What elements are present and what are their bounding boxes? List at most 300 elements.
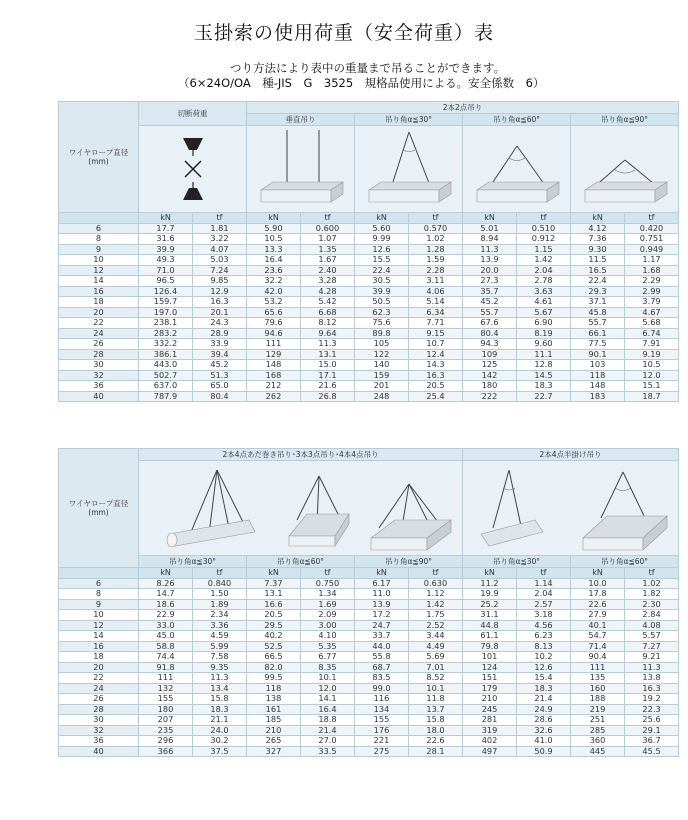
load-cell: 1.81 <box>193 223 247 234</box>
load-cell: 79.6 <box>247 318 301 329</box>
diameter-cell: 32 <box>59 725 139 736</box>
load-cell: 9.35 <box>193 662 247 673</box>
load-cell: 10.5 <box>247 234 301 245</box>
load-cell: 155 <box>355 715 409 726</box>
method-30: 吊り角α≦30° <box>355 114 463 126</box>
load-cell: 17.1 <box>301 370 355 381</box>
page-title: 玉掛索の使用荷重（安全荷重）表 <box>193 22 494 44</box>
load-cell: 66.1 <box>571 328 625 339</box>
breaking-load-header: 切断荷重 <box>139 102 247 126</box>
load-cell: 212 <box>247 381 301 392</box>
load-cell: 6.74 <box>625 328 679 339</box>
table-row <box>59 683 679 694</box>
load-cell: 9.60 <box>517 339 571 350</box>
load-cell: 49.3 <box>139 255 193 266</box>
group-header-multi: 2本4点あだ巻き吊り･3本3点吊り･4本4点吊り <box>139 449 463 461</box>
load-cell: 6.90 <box>517 318 571 329</box>
load-cell: 18.3 <box>193 704 247 715</box>
load-cell: 20.5 <box>247 610 301 621</box>
load-cell: 2.04 <box>517 589 571 600</box>
load-cell: 44.8 <box>463 620 517 631</box>
load-cell: 1.02 <box>409 234 463 245</box>
load-cell: 4.28 <box>301 286 355 297</box>
table-row <box>59 673 679 684</box>
load-cell: 6.68 <box>301 307 355 318</box>
load-cell: 45.8 <box>571 307 625 318</box>
load-cell: 3.00 <box>301 620 355 631</box>
load-cell: 90.1 <box>571 349 625 360</box>
load-cell: 50.9 <box>517 746 571 757</box>
diameter-cell: 12 <box>59 265 139 276</box>
table-row <box>59 286 679 297</box>
load-cell: 0.840 <box>193 578 247 589</box>
table-row <box>59 652 679 663</box>
load-cell: 51.3 <box>193 370 247 381</box>
load-cell: 3.28 <box>301 276 355 287</box>
diameter-cell: 26 <box>59 339 139 350</box>
load-cell: 55.7 <box>463 307 517 318</box>
load-cell: 45.2 <box>463 297 517 308</box>
load-cell: 105 <box>355 339 409 350</box>
load-cell: 275 <box>355 746 409 757</box>
row-header-diameter: ワイヤロープ直径(mm) <box>59 102 139 213</box>
unit-label: tf <box>625 213 679 224</box>
table-row <box>59 307 679 318</box>
diameter-cell: 6 <box>59 578 139 589</box>
load-cell: 39.9 <box>355 286 409 297</box>
load-cell: 402 <box>463 736 517 747</box>
unit-label: kN <box>139 213 193 224</box>
load-cell: 13.9 <box>463 255 517 266</box>
load-cell: 22.6 <box>571 599 625 610</box>
load-cell: 12.4 <box>409 349 463 360</box>
load-cell: 12.0 <box>625 370 679 381</box>
load-cell: 0.600 <box>301 223 355 234</box>
diameter-cell: 22 <box>59 673 139 684</box>
diameter-cell: 16 <box>59 286 139 297</box>
load-cell: 13.1 <box>247 589 301 600</box>
load-cell: 1.07 <box>301 234 355 245</box>
load-cell: 135 <box>571 673 625 684</box>
load-cell: 0.420 <box>625 223 679 234</box>
load-cell: 10.1 <box>301 673 355 684</box>
vertical-lift-diagram <box>247 126 355 213</box>
subtitle-line-1: つり方法により表中の重量まで吊ることができます。 <box>230 61 506 75</box>
load-cell: 21.4 <box>517 694 571 705</box>
load-cell: 1.42 <box>517 255 571 266</box>
unit-label: kN <box>355 213 409 224</box>
diameter-cell: 22 <box>59 318 139 329</box>
load-cell: 134 <box>355 704 409 715</box>
diameter-cell: 28 <box>59 349 139 360</box>
load-cell: 11.3 <box>625 662 679 673</box>
load-cell: 180 <box>139 704 193 715</box>
load-cell: 31.6 <box>139 234 193 245</box>
load-cell: 176 <box>355 725 409 736</box>
load-cell: 124 <box>463 662 517 673</box>
diameter-cell: 12 <box>59 620 139 631</box>
unit-label: tf <box>301 213 355 224</box>
load-cell: 5.99 <box>193 641 247 652</box>
load-cell: 80.4 <box>463 328 517 339</box>
load-cell: 103 <box>571 360 625 371</box>
unit-label: kN <box>139 568 193 579</box>
subtitle-line-2: （6×24O/OA 種-JIS G 3525 規格品使用による。安全係数 6） <box>178 76 545 90</box>
load-cell: 281 <box>463 715 517 726</box>
load-cell: 77.5 <box>571 339 625 350</box>
unit-label: kN <box>571 568 625 579</box>
table-row <box>59 736 679 747</box>
load-cell: 24.9 <box>517 704 571 715</box>
load-cell: 296 <box>139 736 193 747</box>
table-row <box>59 276 679 287</box>
table-row <box>59 599 679 610</box>
load-cell: 14.1 <box>301 694 355 705</box>
lift-angle-30-diagram <box>355 126 463 213</box>
load-cell: 1.50 <box>193 589 247 600</box>
diameter-cell: 40 <box>59 391 139 402</box>
load-cell: 16.3 <box>193 297 247 308</box>
load-cell: 24.0 <box>193 725 247 736</box>
load-cell: 1.15 <box>517 244 571 255</box>
load-cell: 28.9 <box>193 328 247 339</box>
load-cell: 50.5 <box>355 297 409 308</box>
unit-label: tf <box>409 568 463 579</box>
load-cell: 19.9 <box>463 589 517 600</box>
load-cell: 129 <box>247 349 301 360</box>
unit-label: kN <box>247 568 301 579</box>
t2-method-90: 吊り角α≦90° <box>355 555 463 567</box>
load-cell: 111 <box>571 662 625 673</box>
load-cell: 332.2 <box>139 339 193 350</box>
load-cell: 25.6 <box>625 715 679 726</box>
diameter-cell: 20 <box>59 662 139 673</box>
load-cell: 14.7 <box>139 589 193 600</box>
load-cell: 5.90 <box>247 223 301 234</box>
load-cell: 0.750 <box>301 578 355 589</box>
load-cell: 2.84 <box>625 610 679 621</box>
load-cell: 25.2 <box>463 599 517 610</box>
load-cell: 18.7 <box>625 391 679 402</box>
load-cell: 109 <box>463 349 517 360</box>
load-cell: 787.9 <box>139 391 193 402</box>
load-cell: 132 <box>139 683 193 694</box>
diameter-cell: 18 <box>59 652 139 663</box>
load-cell: 1.14 <box>517 578 571 589</box>
load-cell: 79.8 <box>463 641 517 652</box>
load-cell: 58.8 <box>139 641 193 652</box>
load-cell: 12.8 <box>517 360 571 371</box>
load-cell: 207 <box>139 715 193 726</box>
load-cell: 5.68 <box>625 318 679 329</box>
load-cell: 238.1 <box>139 318 193 329</box>
load-cell: 327 <box>247 746 301 757</box>
row-header-diameter-2: ワイヤロープ直径(mm) <box>59 449 139 568</box>
load-cell: 222 <box>463 391 517 402</box>
load-cell: 22.9 <box>139 610 193 621</box>
load-cell: 6.34 <box>409 307 463 318</box>
load-cell: 24.7 <box>355 620 409 631</box>
load-cell: 8.52 <box>409 673 463 684</box>
sling-load-table-1 <box>58 101 679 402</box>
load-cell: 18.6 <box>139 599 193 610</box>
load-cell: 8.19 <box>517 328 571 339</box>
load-cell: 168 <box>247 370 301 381</box>
load-cell: 3.18 <box>517 610 571 621</box>
load-cell: 2.34 <box>193 610 247 621</box>
load-cell: 160 <box>571 683 625 694</box>
load-cell: 2.40 <box>301 265 355 276</box>
diameter-cell: 30 <box>59 360 139 371</box>
table-row <box>59 339 679 350</box>
load-cell: 16.4 <box>247 255 301 266</box>
load-cell: 15.1 <box>625 381 679 392</box>
load-cell: 386.1 <box>139 349 193 360</box>
load-cell: 148 <box>571 381 625 392</box>
load-cell: 116 <box>355 694 409 705</box>
load-cell: 2.09 <box>301 610 355 621</box>
load-cell: 13.1 <box>301 349 355 360</box>
load-cell: 13.4 <box>193 683 247 694</box>
load-cell: 245 <box>463 704 517 715</box>
load-cell: 99.5 <box>247 673 301 684</box>
load-cell: 12.9 <box>193 286 247 297</box>
load-cell: 7.36 <box>571 234 625 245</box>
load-cell: 2.52 <box>409 620 463 631</box>
load-cell: 66.5 <box>247 652 301 663</box>
diameter-cell: 36 <box>59 736 139 747</box>
load-cell: 126.4 <box>139 286 193 297</box>
sling-load-table-2 <box>58 448 679 757</box>
diameter-cell: 14 <box>59 631 139 642</box>
table-row <box>59 297 679 308</box>
load-cell: 1.42 <box>409 599 463 610</box>
unit-label: tf <box>625 568 679 579</box>
table-2-body <box>59 578 679 757</box>
load-cell: 159.7 <box>139 297 193 308</box>
load-cell: 16.3 <box>409 370 463 381</box>
load-cell: 11.3 <box>463 244 517 255</box>
load-cell: 9.30 <box>571 244 625 255</box>
load-cell: 360 <box>571 736 625 747</box>
load-cell: 12.6 <box>355 244 409 255</box>
load-cell: 22.3 <box>625 704 679 715</box>
load-cell: 33.9 <box>193 339 247 350</box>
load-cell: 125 <box>463 360 517 371</box>
t2-method-30: 吊り角α≦30° <box>139 555 247 567</box>
load-cell: 2.57 <box>517 599 571 610</box>
load-cell: 65.0 <box>193 381 247 392</box>
load-cell: 45.0 <box>139 631 193 642</box>
load-cell: 180 <box>463 381 517 392</box>
load-cell: 1.02 <box>625 578 679 589</box>
load-cell: 1.35 <box>301 244 355 255</box>
table-row <box>59 715 679 726</box>
method-60: 吊り角α≦60° <box>463 114 571 126</box>
load-cell: 4.56 <box>517 620 571 631</box>
load-cell: 7.91 <box>625 339 679 350</box>
load-cell: 11.2 <box>463 578 517 589</box>
load-cell: 28.6 <box>517 715 571 726</box>
load-cell: 7.71 <box>409 318 463 329</box>
load-cell: 118 <box>247 683 301 694</box>
load-cell: 148 <box>247 360 301 371</box>
load-cell: 8.13 <box>517 641 571 652</box>
load-cell: 30.2 <box>193 736 247 747</box>
load-cell: 1.59 <box>409 255 463 266</box>
load-cell: 13.8 <box>625 673 679 684</box>
half-hitch-diagram <box>463 461 679 556</box>
load-cell: 37.5 <box>193 746 247 757</box>
load-cell: 14.3 <box>409 360 463 371</box>
load-cell: 1.67 <box>301 255 355 266</box>
load-cell: 265 <box>247 736 301 747</box>
load-cell: 7.01 <box>409 662 463 673</box>
load-cell: 18.8 <box>301 715 355 726</box>
load-cell: 9.99 <box>355 234 409 245</box>
load-cell: 9.85 <box>193 276 247 287</box>
load-cell: 4.49 <box>409 641 463 652</box>
diameter-cell: 9 <box>59 244 139 255</box>
load-cell: 71.0 <box>139 265 193 276</box>
load-cell: 71.4 <box>571 641 625 652</box>
load-cell: 221 <box>355 736 409 747</box>
load-cell: 10.2 <box>517 652 571 663</box>
load-cell: 201 <box>355 381 409 392</box>
load-cell: 29.1 <box>625 725 679 736</box>
load-cell: 65.6 <box>247 307 301 318</box>
table-row <box>59 578 679 589</box>
load-cell: 15.5 <box>355 255 409 266</box>
table-row <box>59 725 679 736</box>
load-cell: 67.6 <box>463 318 517 329</box>
load-cell: 36.7 <box>625 736 679 747</box>
load-cell: 39.4 <box>193 349 247 360</box>
load-cell: 16.4 <box>301 704 355 715</box>
load-cell: 7.27 <box>625 641 679 652</box>
unit-label: tf <box>193 213 247 224</box>
table-row <box>59 265 679 276</box>
diameter-cell: 36 <box>59 381 139 392</box>
load-cell: 0.949 <box>625 244 679 255</box>
load-cell: 443.0 <box>139 360 193 371</box>
load-cell: 55.7 <box>571 318 625 329</box>
load-cell: 20.0 <box>463 265 517 276</box>
load-cell: 11.1 <box>517 349 571 360</box>
load-cell: 12.0 <box>301 683 355 694</box>
load-cell: 5.01 <box>463 223 517 234</box>
lift-angle-90-diagram <box>571 126 679 213</box>
unit-label: kN <box>463 213 517 224</box>
load-cell: 101 <box>463 652 517 663</box>
load-cell: 62.3 <box>355 307 409 318</box>
load-cell: 5.35 <box>301 641 355 652</box>
load-cell: 15.0 <box>301 360 355 371</box>
load-cell: 80.4 <box>193 391 247 402</box>
diameter-cell: 24 <box>59 683 139 694</box>
load-cell: 2.30 <box>625 599 679 610</box>
diameter-cell: 9 <box>59 599 139 610</box>
load-cell: 2.29 <box>625 276 679 287</box>
load-cell: 111 <box>139 673 193 684</box>
load-cell: 3.44 <box>409 631 463 642</box>
load-cell: 45.2 <box>193 360 247 371</box>
table-row <box>59 370 679 381</box>
load-cell: 6.77 <box>301 652 355 663</box>
diameter-cell: 8 <box>59 234 139 245</box>
load-cell: 210 <box>247 725 301 736</box>
group-header-2point: 2本2点吊り <box>247 102 679 114</box>
load-cell: 11.0 <box>355 589 409 600</box>
load-cell: 10.0 <box>571 578 625 589</box>
load-cell: 90.4 <box>571 652 625 663</box>
load-cell: 11.8 <box>409 694 463 705</box>
table-row <box>59 349 679 360</box>
load-cell: 10.7 <box>409 339 463 350</box>
load-cell: 22.4 <box>571 276 625 287</box>
load-cell: 9.64 <box>301 328 355 339</box>
load-cell: 21.1 <box>193 715 247 726</box>
load-cell: 94.6 <box>247 328 301 339</box>
load-cell: 13.3 <box>247 244 301 255</box>
load-cell: 1.12 <box>409 589 463 600</box>
load-cell: 11.5 <box>571 255 625 266</box>
table-row <box>59 610 679 621</box>
load-cell: 188 <box>571 694 625 705</box>
diameter-cell: 10 <box>59 255 139 266</box>
load-cell: 21.6 <box>301 381 355 392</box>
load-cell: 96.5 <box>139 276 193 287</box>
load-cell: 11.3 <box>193 673 247 684</box>
table-row <box>59 244 679 255</box>
load-cell: 5.60 <box>355 223 409 234</box>
load-cell: 219 <box>571 704 625 715</box>
load-cell: 42.0 <box>247 286 301 297</box>
load-cell: 1.68 <box>625 265 679 276</box>
diameter-cell: 30 <box>59 715 139 726</box>
load-cell: 9.21 <box>625 652 679 663</box>
load-cell: 4.61 <box>517 297 571 308</box>
load-cell: 1.17 <box>625 255 679 266</box>
load-cell: 16.3 <box>625 683 679 694</box>
load-cell: 32.2 <box>247 276 301 287</box>
load-cell: 21.4 <box>301 725 355 736</box>
diameter-cell: 40 <box>59 746 139 757</box>
load-cell: 183 <box>571 391 625 402</box>
units-row <box>59 213 679 224</box>
load-cell: 138 <box>247 694 301 705</box>
load-cell: 197.0 <box>139 307 193 318</box>
table-row <box>59 223 679 234</box>
table-row <box>59 381 679 392</box>
load-cell: 3.79 <box>625 297 679 308</box>
load-cell: 54.7 <box>571 631 625 642</box>
load-cell: 22.4 <box>355 265 409 276</box>
load-cell: 99.0 <box>355 683 409 694</box>
load-cell: 4.07 <box>193 244 247 255</box>
t2-method-60: 吊り角α≦60° <box>247 555 355 567</box>
load-cell: 15.8 <box>409 715 463 726</box>
load-cell: 155 <box>139 694 193 705</box>
table-row <box>59 234 679 245</box>
diameter-cell: 26 <box>59 694 139 705</box>
load-cell: 262 <box>247 391 301 402</box>
load-cell: 4.59 <box>193 631 247 642</box>
load-cell: 151 <box>463 673 517 684</box>
load-cell: 22.7 <box>517 391 571 402</box>
multi-lift-diagram <box>139 461 463 556</box>
load-cell: 140 <box>355 360 409 371</box>
